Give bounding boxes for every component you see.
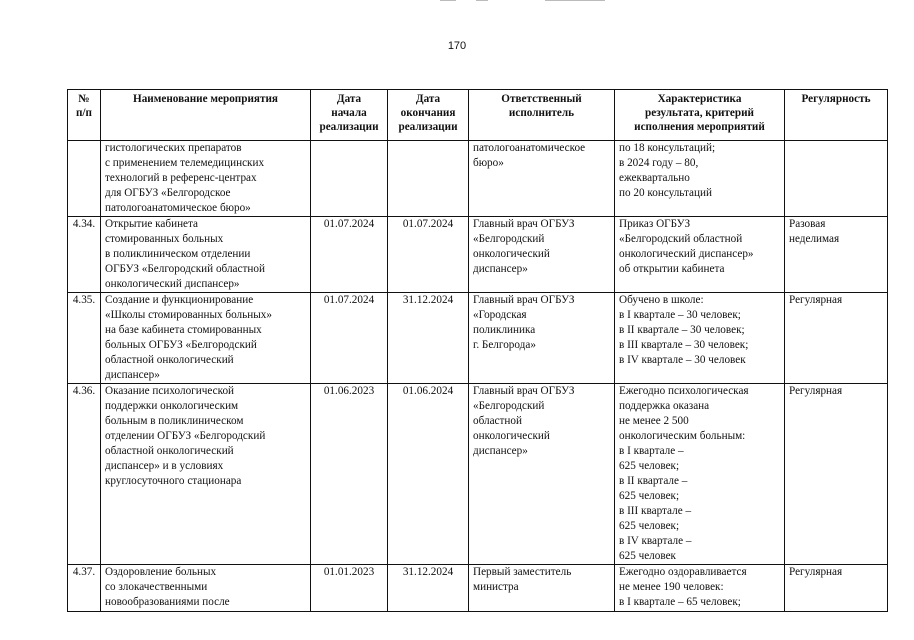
cell-result: по 18 консультаций; в 2024 году – 80, ежеквартально по 20 консультаций bbox=[615, 141, 785, 217]
scan-top-line bbox=[440, 0, 456, 1]
table-row bbox=[68, 293, 888, 384]
cell-number: 4.36. bbox=[68, 384, 101, 565]
cell-activity-name: Оказание психологической поддержки онкологическим больным в поликлиническом отделении ОГБУЗ «Белгородский областной онкологический диспансер» и в условиях круглосуточного стационара bbox=[101, 384, 311, 565]
table-row bbox=[68, 384, 888, 565]
cell-regularity: Регулярная bbox=[785, 565, 888, 612]
scan-top-line bbox=[545, 0, 605, 1]
header-start-date: Дата начала реализации bbox=[311, 90, 388, 141]
cell-end-date: 31.12.2024 bbox=[388, 293, 469, 384]
activities-table bbox=[67, 89, 888, 612]
cell-executor: Главный врач ОГБУЗ «Белгородский областной онкологический диспансер» bbox=[469, 384, 615, 565]
cell-activity-name: Открытие кабинета стомированных больных в поликлиническом отделении ОГБУЗ «Белгородский областной онкологический диспансер» bbox=[101, 217, 311, 293]
cell-result: Ежегодно психологическая поддержка оказана не менее 2 500 онкологическим больным: в I квартале – 625 человек; в II квартале – 625 человек; в III квартале – 625 человек; в IV квартале – 625 человек bbox=[615, 384, 785, 565]
table-row bbox=[68, 217, 888, 293]
cell-start-date: 01.06.2023 bbox=[311, 384, 388, 565]
cell-regularity: Регулярная bbox=[785, 293, 888, 384]
cell-end-date: 01.06.2024 bbox=[388, 384, 469, 565]
cell-regularity bbox=[785, 141, 888, 217]
cell-executor: Первый заместитель министра bbox=[469, 565, 615, 612]
cell-result: Обучено в школе: в I квартале – 30 человек; в II квартале – 30 человек; в III квартале – 30 человек; в IV квартале – 30 человек bbox=[615, 293, 785, 384]
header-executor: Ответственный исполнитель bbox=[469, 90, 615, 141]
page-number: 170 bbox=[447, 40, 467, 52]
cell-regularity: Регулярная bbox=[785, 384, 888, 565]
cell-start-date: 01.07.2024 bbox=[311, 217, 388, 293]
cell-number: 4.34. bbox=[68, 217, 101, 293]
cell-result: Ежегодно оздоравливается не менее 190 человек: в I квартале – 65 человек; bbox=[615, 565, 785, 612]
scan-top-line bbox=[476, 0, 488, 1]
table-row bbox=[68, 141, 888, 217]
table-header-row bbox=[68, 90, 888, 141]
cell-number bbox=[68, 141, 101, 217]
cell-start-date bbox=[311, 141, 388, 217]
cell-result: Приказ ОГБУЗ «Белгородский областной онкологический диспансер» об открытии кабинета bbox=[615, 217, 785, 293]
cell-start-date: 01.07.2024 bbox=[311, 293, 388, 384]
header-end-date: Дата окончания реализации bbox=[388, 90, 469, 141]
cell-executor: Главный врач ОГБУЗ «Городская поликлиника г. Белгорода» bbox=[469, 293, 615, 384]
cell-start-date: 01.01.2023 bbox=[311, 565, 388, 612]
cell-activity-name: Оздоровление больных со злокачественными новообразованиями после bbox=[101, 565, 311, 612]
cell-activity-name: гистологических препаратов с применением телемедицинских технологий в референс-центрах для ОГБУЗ «Белгородское патологоанатомическое бюро» bbox=[101, 141, 311, 217]
cell-end-date: 01.07.2024 bbox=[388, 217, 469, 293]
cell-number: 4.37. bbox=[68, 565, 101, 612]
cell-number: 4.35. bbox=[68, 293, 101, 384]
cell-end-date: 31.12.2024 bbox=[388, 565, 469, 612]
cell-regularity: Разовая неделимая bbox=[785, 217, 888, 293]
header-number: № п/п bbox=[68, 90, 101, 141]
cell-activity-name: Создание и функционирование «Школы стомированных больных» на базе кабинета стомированных больных ОГБУЗ «Белгородский областной онкологический диспансер» bbox=[101, 293, 311, 384]
header-activity-name: Наименование мероприятия bbox=[101, 90, 311, 141]
table-row bbox=[68, 565, 888, 612]
header-regularity: Регулярность bbox=[785, 90, 888, 141]
header-result: Характеристика результата, критерий исполнения мероприятий bbox=[615, 90, 785, 141]
cell-end-date bbox=[388, 141, 469, 217]
cell-executor: Главный врач ОГБУЗ «Белгородский онкологический диспансер» bbox=[469, 217, 615, 293]
cell-executor: патологоанатомическое бюро» bbox=[469, 141, 615, 217]
